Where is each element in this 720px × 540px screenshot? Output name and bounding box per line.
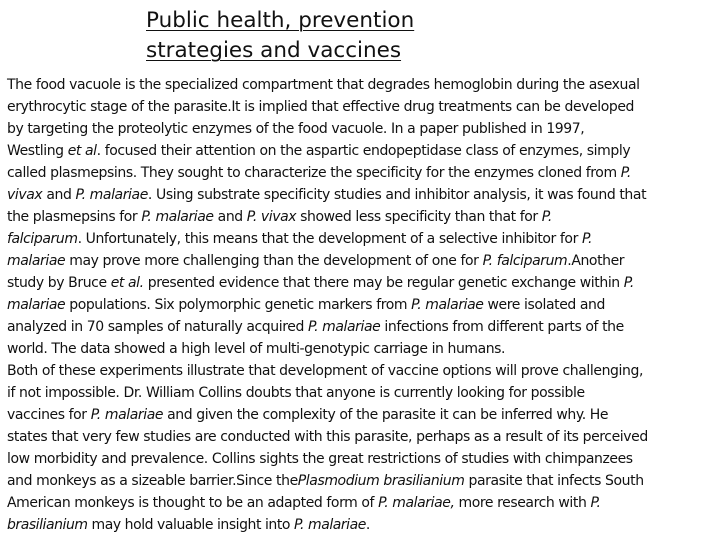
text-segment: and — [213, 209, 247, 225]
text-line — [7, 162, 719, 184]
text-line — [7, 514, 719, 536]
text-line — [7, 272, 719, 294]
text-line — [7, 294, 719, 316]
text-segment: erythrocytic stage of the parasite.It is implied that effective drug treatments can be developed — [7, 99, 635, 115]
text-line — [7, 316, 719, 338]
text-segment: the plasmepsins for — [7, 209, 142, 225]
italic-text-segment: Plasmodium brasilianium — [297, 473, 465, 489]
text-line — [7, 382, 719, 404]
slide-title — [146, 6, 414, 66]
italic-text-segment: P. — [623, 275, 634, 291]
text-segment: and monkeys as a sizeable barrier.Since the — [7, 473, 298, 489]
italic-text-segment: malariae — [7, 253, 66, 269]
text-line — [7, 96, 719, 118]
text-segment: Westling — [7, 143, 68, 159]
text-segment: . focused their attention on the aspartic endopeptidase class of enzymes, simply — [96, 143, 631, 159]
italic-text-segment: P. malariae — [90, 407, 164, 423]
italic-text-segment: malariae — [7, 297, 66, 313]
text-segment: may hold valuable insight into — [87, 517, 294, 533]
text-line — [7, 228, 719, 250]
text-line — [7, 360, 719, 382]
text-segment: parasite that infects South — [464, 473, 644, 489]
text-segment: populations. Six polymorphic genetic markers from — [65, 297, 412, 313]
italic-text-segment: P. malariae, — [378, 495, 455, 511]
text-line — [7, 118, 719, 140]
text-segment: . Using substrate specificity studies and inhibitor analysis, it was found that — [147, 187, 647, 203]
body-text — [7, 74, 719, 536]
text-line — [7, 426, 719, 448]
slide-title-line-2: strategies and vaccines — [146, 38, 402, 63]
text-segment: and — [42, 187, 76, 203]
text-segment: .Another — [567, 253, 625, 269]
text-segment: more research with — [454, 495, 591, 511]
text-segment: and given the complexity of the parasite it can be inferred why. He — [163, 407, 609, 423]
italic-text-segment: vivax — [7, 187, 43, 203]
text-line — [7, 184, 719, 206]
text-segment: states that very few studies are conducted with this parasite, perhaps as a result of its perceived — [7, 429, 648, 445]
italic-text-segment: P. malariae — [141, 209, 214, 225]
text-segment: world. The data showed a high level of multi-genotypic carriage in humans. — [7, 341, 506, 357]
text-segment: called plasmepsins. They sought to characterize the specificity for the enzymes cloned from — [7, 165, 621, 181]
text-line — [7, 206, 719, 228]
text-line — [7, 492, 719, 514]
italic-text-segment: et al — [67, 143, 97, 159]
text-segment: analyzed in 70 samples of naturally acquired — [7, 319, 308, 335]
text-line — [7, 250, 719, 272]
italic-text-segment: P. malariae — [293, 517, 366, 533]
text-segment: low morbidity and prevalence. Collins sights the great restrictions of studies with chimpanzees — [7, 451, 633, 467]
italic-text-segment: P. malariae — [411, 297, 484, 313]
text-segment: The food vacuole is the specialized compartment that degrades hemoglobin during the asexual — [7, 77, 640, 93]
italic-text-segment: P. vivax — [246, 209, 297, 225]
text-segment: . Unfortunately, this means that the development of a selective inhibitor for — [77, 231, 582, 247]
text-segment: vaccines for — [7, 407, 91, 423]
text-segment: Both of these experiments illustrate that development of vaccine options will prove challenging, — [7, 363, 643, 379]
slide-title-line-1: Public health, prevention — [146, 8, 415, 33]
text-line — [7, 140, 719, 162]
text-line — [7, 470, 719, 492]
text-segment: were isolated and — [483, 297, 605, 313]
italic-text-segment: falciparum — [7, 231, 78, 247]
italic-text-segment: P. — [620, 165, 631, 181]
text-segment: showed less specificity than that for — [296, 209, 542, 225]
text-segment: if not impossible. Dr. William Collins doubts that anyone is currently looking for possible — [7, 385, 585, 401]
text-segment: infections from different parts of the — [380, 319, 624, 335]
italic-text-segment: P. — [590, 495, 601, 511]
italic-text-segment: P. — [541, 209, 552, 225]
text-segment: by targeting the proteolytic enzymes of the food vacuole. In a paper published in 1997, — [7, 121, 585, 137]
italic-text-segment: P. malariae — [75, 187, 148, 203]
italic-text-segment: P. falciparum — [482, 253, 568, 269]
text-line — [7, 74, 719, 96]
text-line — [7, 448, 719, 470]
text-segment: study by Bruce — [7, 275, 111, 291]
text-segment: presented evidence that there may be regular genetic exchange within — [143, 275, 624, 291]
italic-text-segment: et al. — [110, 275, 144, 291]
text-segment: may prove more challenging than the development of one for — [65, 253, 483, 269]
text-segment: . — [365, 517, 370, 533]
text-line — [7, 338, 719, 360]
italic-text-segment: P. — [581, 231, 593, 247]
italic-text-segment: brasilianium — [7, 517, 88, 533]
italic-text-segment: P. malariae — [307, 319, 381, 335]
text-segment: American monkeys is thought to be an adapted form of — [7, 495, 379, 511]
text-line — [7, 404, 719, 426]
